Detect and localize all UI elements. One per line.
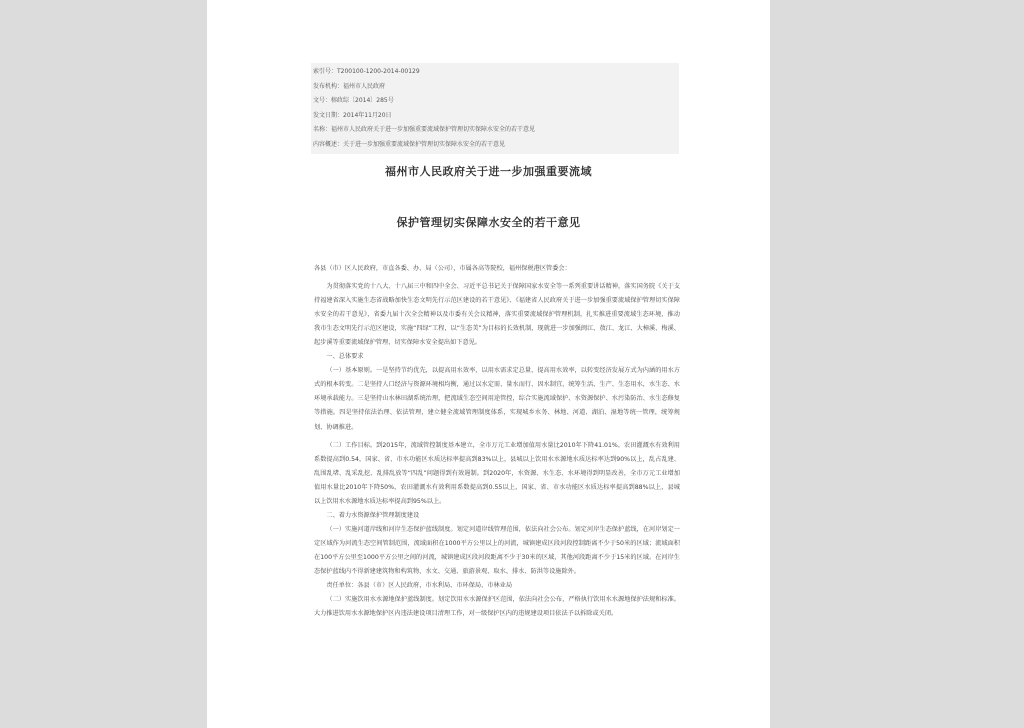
- body-paragraph: （一）实施河道岸线和河岸生态保护蓝线制度。划定河道岸线管理范围，依法向社会公布。划定河岸生态保护蓝线，在河岸划定一定区域作为河流生态空间管制范围，流域面积在1000平方公里以上的河流，城镇建成区段河段控制距离不少于50米的区域；流域面积在100平方公里至1000平方公里之间的河流，城镇建成区段河段距离不少于30米的区域，其他河段距离不少于15米的区域。在河岸生态保护蓝线内不得新建建筑物和构筑物，水文、交通、旅游景观、取水、排水、防洪等设施除外。: [314, 525, 680, 575]
- document-body: [314, 262, 680, 621]
- section-heading: 二、着力水资源保护管理制度建设: [326, 511, 420, 519]
- meta-doc-no: 文号：榕政综〔2014〕285号: [313, 97, 394, 105]
- meta-issue-date: 发文日期：2014年11月20日: [313, 111, 392, 119]
- section-heading: 一、总体要求: [326, 353, 364, 361]
- body-paragraph: （二）工作目标。到2015年，流域管控制度基本建立，全市万元工业增加值用水量比2010年下降41.01%，农田灌溉水有效利用系数提高到0.54，国家、省、市水功能区水质达标率提高到83%以上，县城以上饮用水水源地水质达标率达到90%以上，乱占乱建、乱围乱堵、乱采乱挖、乱排乱放等“四乱”问题得到有效遏制。到2020年，水资源、水生态、水环境得到明显改善，全市万元工业增加值用水量比2010年下降50%，农田灌溉水有效利用系数提高到0.55以上，国家、省、市水功能区水质达标率提高到88%以上，县城以上饮用水水源地水质达标率提高到95%以上。: [314, 441, 680, 505]
- meta-index-no: 索引号：T200100-1200-2014-00129: [313, 68, 420, 75]
- document-page: [207, 0, 770, 728]
- addressee: 各县（市）区人民政府，市直各委、办、局（公司），市属各高等院校，福州保税港区管委会：: [314, 265, 571, 272]
- meta-name: 名称：福州市人民政府关于进一步加强重要流域保护管理切实保障水安全的若干意见: [313, 126, 536, 134]
- responsible-units: 责任单位：各县（市）区人民政府，市水利局、市环保局、市林业局: [326, 582, 513, 590]
- body-paragraph: （一）基本原则。一是坚持节约优先，以提高用水效率，以用水需求定总量，提高用水效率，以转变经济发展方式为内涵的用水方式的根本转变。二是坚持人口经济与资源环境相均衡，通过以水定需、量水而行、因水制宜，统筹生活、生产、生态用水，水生态、水环境承载能力。三是坚持山水林田湖系统治理，把流域生态空间用途管控，综合实施流域保护、水资源保护、水污染防治、水生态修复等措施。四是坚持依法治理、依法管理，建立健全流域管理制度体系，实现城乡水务、林地、河道、湖泊、湿地等统一管理，统筹规划、协调推进。: [314, 367, 680, 431]
- body-paragraph: 为贯彻落实党的十八大、十八届三中和四中全会、习近平总书记关于保障国家水安全等一系列重要讲话精神，落实国务院《关于支持福建省深入实施生态省战略加快生态文明先行示范区建设的若干意见》、《福建省人民政府关于进一步加强重要流域保护管理切实保障水安全的若干意见》，省委九届十次全会精神以及市委有关会议精神，落实重要流域保护管理机制，扎实推进重要流域生态环境，推动我市生态文明先行示范区建设，实施“四绿”工程，以“生态美”为目标的长效机制，现就进一步加强闽江、敖江、龙江、大樟溪、梅溪、起步溪等重要流域保护管理、切实保障水安全提出如下意见。: [314, 283, 680, 347]
- meta-issuer: 发布机构：福州市人民政府: [313, 82, 386, 90]
- meta-summary: 内容概述：关于进一步加强重要流域保护管理切实保障水安全的若干意见: [313, 140, 506, 148]
- document-title-line-2: 保护管理切实保障水安全的若干意见: [396, 216, 581, 229]
- body-paragraph: （二）实施饮用水水源地保护蓝线制度。划定饮用水水源保护区范围，依法向社会公布，严格执行饮用水水源地保护法规和标准。大力推进饮用水水源地保护区内违法建设项目清理工作，对一级保护区内的违规建设项目依法予以拆除或关闭。: [314, 596, 680, 618]
- metadata-table: [311, 63, 679, 154]
- document-title-line-1: 福州市人民政府关于进一步加强重要流域: [385, 165, 592, 178]
